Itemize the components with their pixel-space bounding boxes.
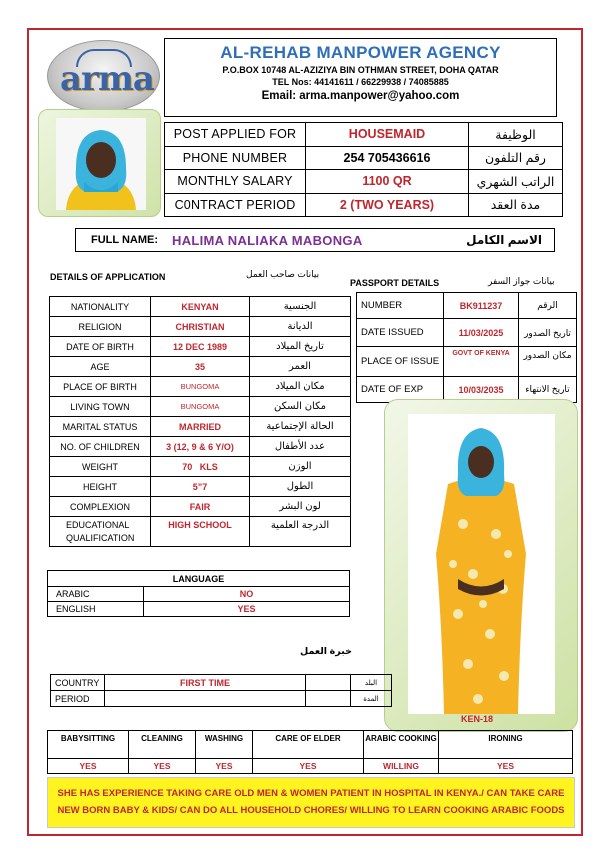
period-value: [105, 691, 306, 707]
applicant-full-body-icon: [408, 414, 555, 714]
experience-title-arabic: خبرة العمل: [300, 646, 352, 657]
dob-value: 12 DEC 1989: [151, 337, 250, 357]
applicant-photo-full: [408, 414, 555, 714]
passport-section-title: PASSPORT DETAILS: [350, 278, 440, 288]
children-value: 3 (12, 9 & 6 Y/O): [151, 437, 250, 457]
language-english-value: YES: [144, 602, 350, 617]
skill-babysitting-label: BABYSITTING: [48, 731, 129, 759]
education-value: HIGH SCHOOL: [151, 517, 250, 547]
passport-number-value: BK911237: [444, 293, 519, 319]
period-label: PERIOD: [51, 691, 105, 707]
applicant-photo-full-frame: [384, 399, 578, 732]
passport-issued-arabic: تاريخ الصدور: [519, 319, 577, 347]
table-row: [50, 397, 351, 417]
language-arabic-value: NO: [144, 587, 350, 602]
living-town-arabic: مكان السكن: [250, 397, 351, 417]
phone-arabic: رقم التلفون: [469, 146, 563, 170]
passport-place-value: GOVT OF KENYA: [444, 347, 519, 377]
skill-cleaning-value: YES: [129, 759, 196, 774]
applicant-photo-small: [56, 118, 146, 210]
table-row: [50, 517, 351, 547]
contract-value: 2 (TWO YEARS): [306, 193, 469, 217]
language-table: [47, 570, 350, 617]
salary-value: 1100 QR: [306, 170, 469, 194]
skill-arabic-cooking-value: WILLING: [364, 759, 439, 774]
post-arabic: الوظيفة: [469, 123, 563, 147]
complexion-label: COMPLEXION: [50, 497, 151, 517]
religion-label: RELIGION: [50, 317, 151, 337]
table-row: [48, 587, 350, 602]
table-row: [48, 602, 350, 617]
passport-issued-value: 11/03/2025: [444, 319, 519, 347]
living-town-value: BUNGOMA: [151, 397, 250, 417]
complexion-arabic: لون البشر: [250, 497, 351, 517]
agency-name: AL-REHAB MANPOWER AGENCY: [220, 43, 501, 62]
table-row: [50, 297, 351, 317]
table-row: [50, 477, 351, 497]
country-value: FIRST TIME: [105, 675, 306, 691]
full-name-box: [75, 228, 555, 252]
dob-label: DATE OF BIRTH: [50, 337, 151, 357]
country-empty: [306, 675, 351, 691]
age-value: 35: [151, 357, 250, 377]
agency-address: P.O.BOX 10748 AL-AZIZIYA BIN OTHMAN STREET, DOHA QATAR: [222, 65, 499, 75]
country-label: COUNTRY: [51, 675, 105, 691]
birthplace-value: BUNGOMA: [151, 377, 250, 397]
skills-table: [47, 730, 573, 774]
passport-place-label: PLACE OF ISSUE: [357, 347, 444, 377]
birthplace-arabic: مكان الميلاد: [250, 377, 351, 397]
passport-exp-label: DATE OF EXP: [357, 377, 444, 403]
agency-email: Email: arma.manpower@yahoo.com: [261, 90, 460, 102]
experience-summary: SHE HAS EXPERIENCE TAKING CARE OLD MEN & WOMEN PATIENT IN HOSPITAL IN KENYA./ CAN TAKE CARE NEW BORN BABY & KIDS/ CAN DO ALL HOUSEHOLD CHORES/ WILLING TO LEARN COOKING ARABIC FOODS: [47, 777, 575, 828]
post-value: HOUSEMAID: [306, 123, 469, 147]
agency-header: [164, 38, 557, 117]
height-value: 5”7: [151, 477, 250, 497]
skill-ironing-value: YES: [439, 759, 573, 774]
phone-value: 254 705436616: [306, 146, 469, 170]
table-row: [50, 377, 351, 397]
applicant-portrait-icon: [56, 118, 146, 210]
skill-washing-label: WASHING: [196, 731, 253, 759]
contract-arabic: مدة العقد: [469, 193, 563, 217]
full-name-label: FULL NAME:: [91, 234, 159, 246]
phone-label: PHONE NUMBER: [165, 146, 306, 170]
table-row: [50, 357, 351, 377]
religion-arabic: الديانة: [250, 317, 351, 337]
table-row: [48, 571, 350, 587]
applicant-photo-small-frame: [38, 109, 161, 217]
table-row: [165, 193, 563, 217]
skill-washing-value: YES: [196, 759, 253, 774]
logo-text: arma: [60, 59, 154, 99]
weight-label: WEIGHT: [50, 457, 151, 477]
table-row: [48, 759, 573, 774]
birthplace-label: PLACE OF BIRTH: [50, 377, 151, 397]
language-english-label: ENGLISH: [48, 602, 144, 617]
marital-label: MARITAL STATUS: [50, 417, 151, 437]
skill-arabic-cooking-label: ARABIC COOKING: [364, 731, 439, 759]
height-arabic: الطول: [250, 477, 351, 497]
dob-arabic: تاريخ الميلاد: [250, 337, 351, 357]
application-table: [49, 296, 351, 547]
marital-arabic: الحالة الإجتماعية: [250, 417, 351, 437]
agency-phone: TEL Nos: 44141611 / 66229938 / 74085885: [272, 77, 449, 87]
children-label: NO. OF CHILDREN: [50, 437, 151, 457]
language-header: LANGUAGE: [48, 571, 350, 587]
age-arabic: العمر: [250, 357, 351, 377]
post-label: POST APPLIED FOR: [165, 123, 306, 147]
table-row: [51, 691, 392, 707]
passport-place-arabic: مكان الصدور: [519, 347, 577, 377]
nationality-arabic: الجنسية: [250, 297, 351, 317]
nationality-label: NATIONALITY: [50, 297, 151, 317]
agency-logo: [47, 40, 160, 112]
religion-value: CHRISTIAN: [151, 317, 250, 337]
passport-exp-value: 10/03/2035: [444, 377, 519, 403]
skill-cleaning-label: CLEANING: [129, 731, 196, 759]
living-town-label: LIVING TOWN: [50, 397, 151, 417]
table-row: [50, 457, 351, 477]
passport-section-arabic: بيانات جواز السفر: [488, 276, 555, 286]
salary-label: MONTHLY SALARY: [165, 170, 306, 194]
passport-number-arabic: الرقم: [519, 293, 577, 319]
education-arabic: الدرجة العلمية: [250, 517, 351, 547]
table-row: [51, 675, 392, 691]
passport-number-label: NUMBER: [357, 293, 444, 319]
weight-arabic: الوزن: [250, 457, 351, 477]
language-arabic-label: ARABIC: [48, 587, 144, 602]
country-arabic: البلد: [351, 675, 392, 691]
application-section-arabic: بيانات صاحب العمل: [246, 269, 320, 279]
passport-exp-arabic: تاريخ الانتهاء: [519, 377, 577, 403]
period-empty: [306, 691, 351, 707]
passport-issued-label: DATE ISSUED: [357, 319, 444, 347]
weight-value: 70 KLS: [151, 457, 250, 477]
marital-value: MARRIED: [151, 417, 250, 437]
nationality-value: KENYAN: [151, 297, 250, 317]
table-row: [357, 347, 577, 377]
table-row: [165, 123, 563, 147]
skill-elder-care-value: YES: [253, 759, 364, 774]
age-label: AGE: [50, 357, 151, 377]
table-row: [50, 417, 351, 437]
full-name-value: HALIMA NALIAKA MABONGA: [172, 233, 363, 248]
table-row: [50, 317, 351, 337]
table-row: [165, 170, 563, 194]
table-row: [50, 337, 351, 357]
application-section-title: DETAILS OF APPLICATION: [50, 272, 166, 282]
height-label: HEIGHT: [50, 477, 151, 497]
period-arabic: المدة: [351, 691, 392, 707]
full-name-arabic: الاسم الكامل: [466, 233, 542, 247]
table-row: [50, 437, 351, 457]
experience-table: [50, 674, 392, 707]
contract-label: C0NTRACT PERIOD: [165, 193, 306, 217]
table-row: [48, 731, 573, 759]
children-arabic: عدد الأطفال: [250, 437, 351, 457]
post-table: [164, 122, 563, 217]
skill-ironing-label: IRONING: [439, 731, 573, 759]
table-row: [357, 319, 577, 347]
table-row: [357, 293, 577, 319]
skill-elder-care-label: CARE OF ELDER: [253, 731, 364, 759]
skill-babysitting-value: YES: [48, 759, 129, 774]
passport-table: [356, 292, 577, 403]
complexion-value: FAIR: [151, 497, 250, 517]
table-row: [50, 497, 351, 517]
salary-arabic: الراتب الشهري: [469, 170, 563, 194]
reference-code: KEN-18: [461, 714, 494, 724]
table-row: [165, 146, 563, 170]
education-label: EDUCATIONAL QUALIFICATION: [50, 517, 151, 547]
